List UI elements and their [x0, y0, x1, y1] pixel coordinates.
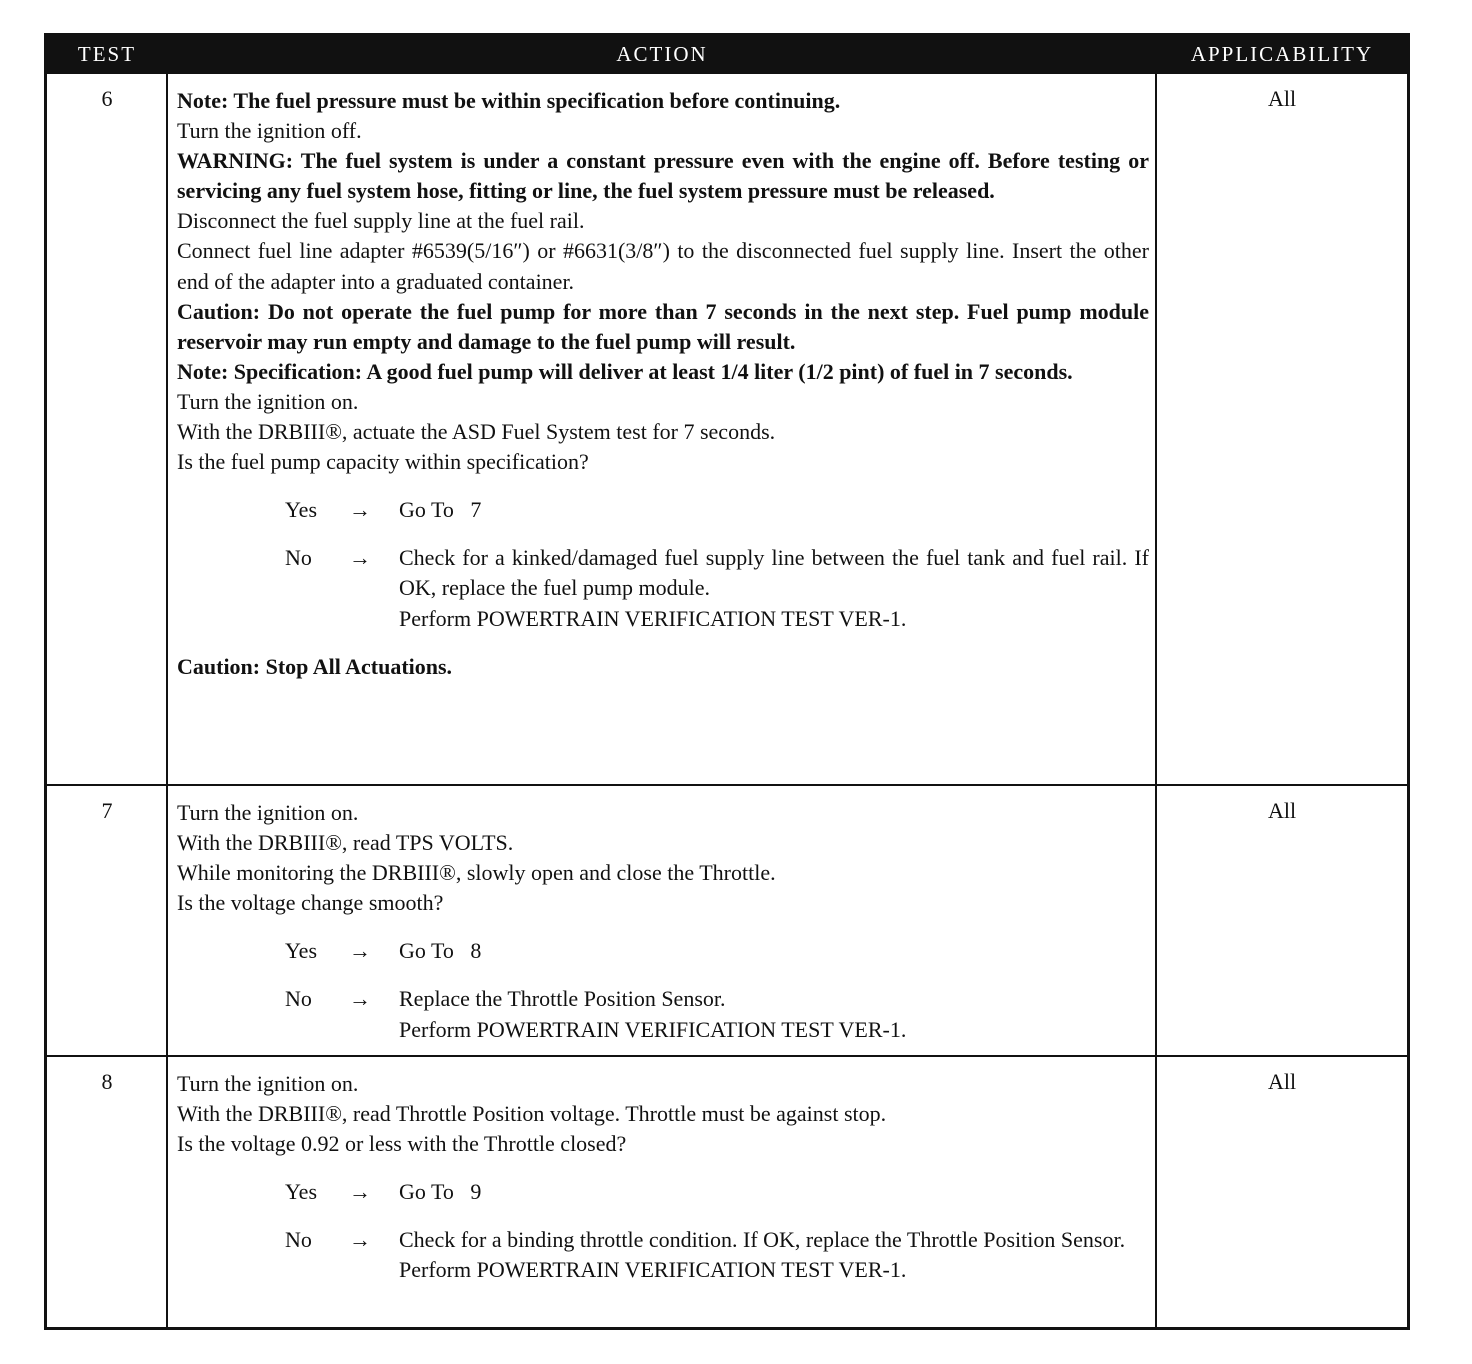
yes-label: Yes [285, 938, 318, 964]
table-row-test-8 [47, 1063, 1407, 1327]
instruction-line: With the DRBIII®, actuate the ASD Fuel System test for 7 seconds. [177, 419, 776, 445]
header-test: TEST [77, 42, 137, 66]
no-label: No [285, 986, 312, 1012]
no-option [177, 984, 1149, 1044]
question-line: Is the fuel pump capacity within specification? [177, 449, 589, 475]
header-action: ACTION [616, 42, 708, 66]
yes-result: Go To 9 [399, 1179, 482, 1205]
instruction-line: While monitoring the DRBIII®, slowly open and close the Throttle. [177, 860, 776, 886]
question-line: Is the voltage change smooth? [177, 890, 444, 916]
table-header [47, 36, 1407, 74]
action-cell [177, 798, 1149, 1045]
question-line: Is the voltage 0.92 or less with the Throttle closed? [177, 1131, 627, 1157]
note-line: Note: The fuel pressure must be within specification before continuing. [177, 88, 841, 113]
verification-text: Perform POWERTRAIN VERIFICATION TEST VER-1. [399, 1016, 907, 1042]
no-result-text: Check for a binding throttle condition. If OK, replace the Throttle Position Sensor. [399, 1227, 1126, 1253]
instruction-line: With the DRBIII®, read TPS VOLTS. [177, 830, 514, 856]
instruction-line: Turn the ignition on. [177, 388, 359, 414]
instruction-line: Turn the ignition on. [177, 1071, 359, 1096]
no-label: No [285, 1227, 312, 1253]
no-option [177, 1225, 1149, 1285]
caution-text: Caution: Do not operate the fuel pump for more than 7 seconds in the next step. Fuel pump module reservoir may run empty and damage to the fuel pump will result. [177, 298, 1149, 354]
test-number: 8 [101, 1069, 113, 1094]
test-number: 7 [101, 798, 113, 823]
yes-option [177, 936, 1149, 966]
row-divider [47, 1055, 1407, 1057]
row-divider [47, 784, 1407, 786]
stop-actuations-caution: Caution: Stop All Actuations. [177, 653, 453, 679]
yes-option [177, 1177, 1149, 1207]
verification-text: Perform POWERTRAIN VERIFICATION TEST VER-1. [399, 605, 907, 631]
table-row-test-7 [47, 792, 1407, 1055]
arrow-icon: → [349, 1227, 371, 1253]
specification-note: Note: Specification: A good fuel pump will deliver at least 1/4 liter (1/2 pint) of fuel in 7 seconds. [177, 358, 1073, 384]
no-result [399, 1225, 1149, 1285]
no-result [399, 543, 1149, 633]
arrow-icon: → [349, 497, 371, 523]
yes-label: Yes [285, 497, 318, 523]
arrow-icon: → [349, 986, 371, 1012]
applicability-value: All [1267, 798, 1297, 823]
no-result-text: Replace the Throttle Position Sensor. [399, 986, 726, 1012]
instruction-line: With the DRBIII®, read Throttle Position voltage. Throttle must be against stop. [177, 1101, 887, 1127]
test-number: 6 [101, 86, 113, 111]
applicability-value: All [1267, 86, 1297, 111]
instruction-line: Turn the ignition off. [177, 118, 362, 144]
action-cell [177, 86, 1149, 682]
no-result-text: Check for a kinked/damaged fuel supply line between the fuel tank and fuel rail. If OK, replace the fuel pump module. [399, 545, 1149, 601]
instruction-line: Connect fuel line adapter #6539(5/16″) or #6631(3/8″) to the disconnected fuel supply line. Insert the other end of the adapter into a graduated container. [177, 238, 1149, 294]
table-row-test-6 [47, 80, 1407, 784]
arrow-icon: → [349, 938, 371, 964]
arrow-icon: → [349, 1179, 371, 1205]
instruction-line: Disconnect the fuel supply line at the fuel rail. [177, 208, 585, 234]
arrow-icon: → [349, 545, 371, 571]
diagnostic-table [44, 33, 1410, 1330]
yes-label: Yes [285, 1179, 318, 1205]
yes-result: Go To 7 [399, 497, 482, 523]
yes-result: Go To 8 [399, 938, 482, 964]
no-label: No [285, 545, 312, 571]
warning-text: WARNING: The fuel system is under a constant pressure even with the engine off. Before testing or servicing any fuel system hose, fitting or line, the fuel system pressure must be released. [177, 148, 1149, 204]
yes-option [177, 495, 1149, 525]
verification-text: Perform POWERTRAIN VERIFICATION TEST VER-1. [399, 1257, 907, 1283]
no-option [177, 543, 1149, 633]
instruction-line: Turn the ignition on. [177, 800, 359, 825]
header-applicability: APPLICABILITY [1190, 42, 1374, 66]
applicability-value: All [1267, 1069, 1297, 1094]
action-cell [177, 1069, 1149, 1286]
no-result [399, 984, 1149, 1044]
